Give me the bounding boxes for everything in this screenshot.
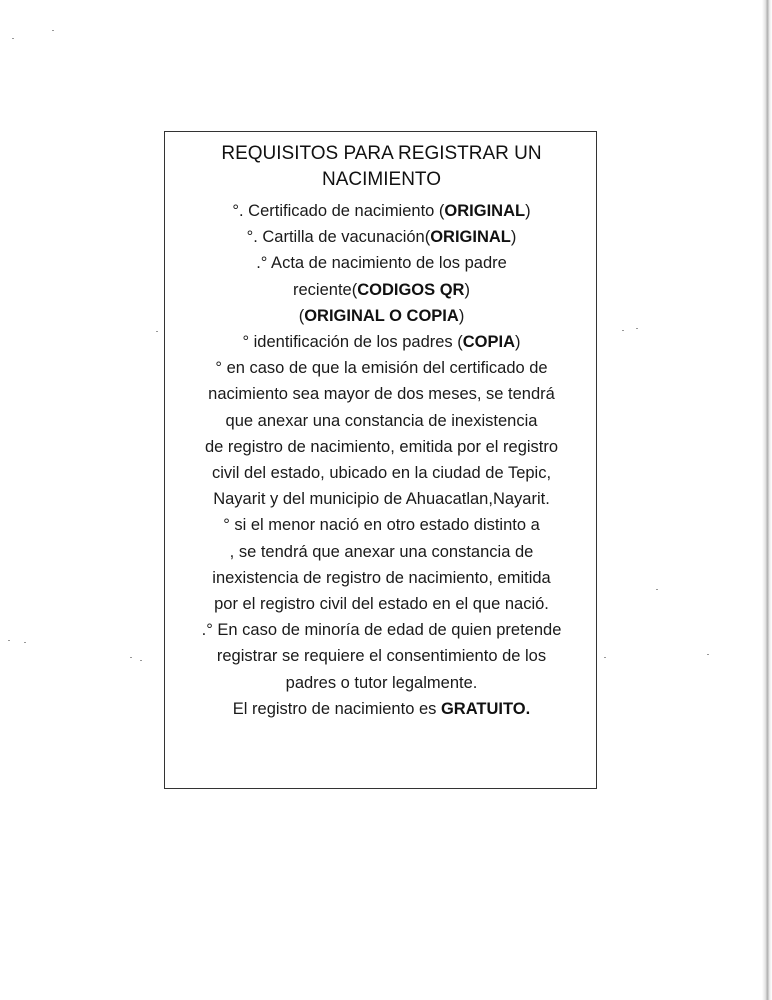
emphasis-text: ORIGINAL O COPIA — [304, 306, 459, 325]
scan-speck — [604, 657, 606, 658]
line-text: El registro de nacimiento es — [232, 699, 441, 718]
line-text: , se tendrá que anexar una constancia de — [229, 542, 534, 561]
requirement-line — [165, 224, 598, 250]
scan-speck — [622, 330, 624, 331]
requirement-line — [165, 460, 598, 486]
line-text: ° en caso de que la emisión del certificado de — [215, 359, 548, 378]
scan-speck — [156, 331, 158, 332]
requirement-line — [165, 565, 598, 591]
line-text: °. Cartilla de vacunación( — [246, 228, 431, 247]
requirement-line — [165, 670, 598, 696]
scan-speck — [12, 38, 14, 39]
requirement-line — [165, 329, 598, 355]
emphasis-text: COPIA — [462, 333, 516, 352]
line-text: inexistencia de registro de nacimiento, emitida — [212, 568, 551, 587]
line-text: padres o tutor legalmente. — [285, 673, 478, 692]
requirement-line — [165, 250, 598, 276]
title-line-1: REQUISITOS PARA REGISTRAR UN — [221, 143, 542, 164]
emphasis-text: CODIGOS QR — [357, 280, 465, 299]
requirement-line — [165, 512, 598, 538]
line-text: .° En caso de minoría de edad de quien pretende — [201, 621, 562, 640]
line-text: .° Acta de nacimiento de los padre — [256, 254, 507, 273]
line-text: Nayarit y del municipio de Ahuacatlan,Nayarit. — [213, 490, 550, 509]
scan-speck — [636, 328, 638, 329]
requirement-line — [165, 643, 598, 669]
line-text: civil del estado, ubicado en la ciudad de Tepic, — [211, 464, 552, 483]
scan-edge-shadow — [762, 0, 772, 1000]
scan-speck — [24, 642, 26, 643]
scan-speck — [656, 589, 658, 590]
scan-speck — [52, 30, 54, 31]
line-text: °. Certificado de nacimiento ( — [232, 202, 445, 220]
notice-body — [165, 198, 598, 722]
requirements-notice-box — [164, 131, 597, 789]
requirement-line — [165, 486, 598, 512]
line-text: ) — [458, 306, 465, 325]
scan-speck — [140, 660, 142, 661]
requirement-line — [165, 381, 598, 407]
line-text: de registro de nacimiento, emitida por el registro — [204, 437, 559, 456]
requirement-line — [165, 198, 598, 224]
requirement-line — [165, 408, 598, 434]
line-text: que anexar una constancia de inexistencia — [225, 411, 538, 430]
line-text: registrar se requiere el consentimiento de los — [216, 647, 547, 666]
requirement-line — [165, 434, 598, 460]
line-text: nacimiento sea mayor de dos meses, se tendrá — [208, 385, 555, 404]
scan-speck — [130, 657, 132, 658]
requirement-line — [165, 303, 598, 329]
emphasis-text: ORIGINAL — [430, 228, 511, 247]
title-line-2: NACIMIENTO — [322, 169, 441, 190]
requirement-line — [165, 277, 598, 303]
line-text: ) — [510, 228, 517, 247]
requirement-line — [165, 696, 598, 722]
emphasis-text: ORIGINAL — [444, 202, 526, 220]
line-text: reciente( — [293, 280, 358, 299]
line-text: ( — [298, 306, 305, 325]
line-text: ) — [525, 202, 531, 220]
requirement-line — [165, 355, 598, 381]
requirement-line — [165, 539, 598, 565]
line-text: ) — [464, 280, 470, 299]
requirement-line — [165, 591, 598, 617]
requirement-line — [165, 617, 598, 643]
scan-speck — [8, 640, 10, 641]
line-text: por el registro civil del estado en el que nació. — [214, 595, 549, 614]
line-text: ) — [515, 333, 521, 352]
line-text: ° si el menor nació en otro estado distinto a — [223, 516, 540, 535]
scan-speck — [707, 654, 709, 655]
notice-title — [165, 141, 598, 193]
line-text: ° identificación de los padres ( — [242, 333, 463, 352]
emphasis-text: GRATUITO. — [440, 699, 531, 718]
